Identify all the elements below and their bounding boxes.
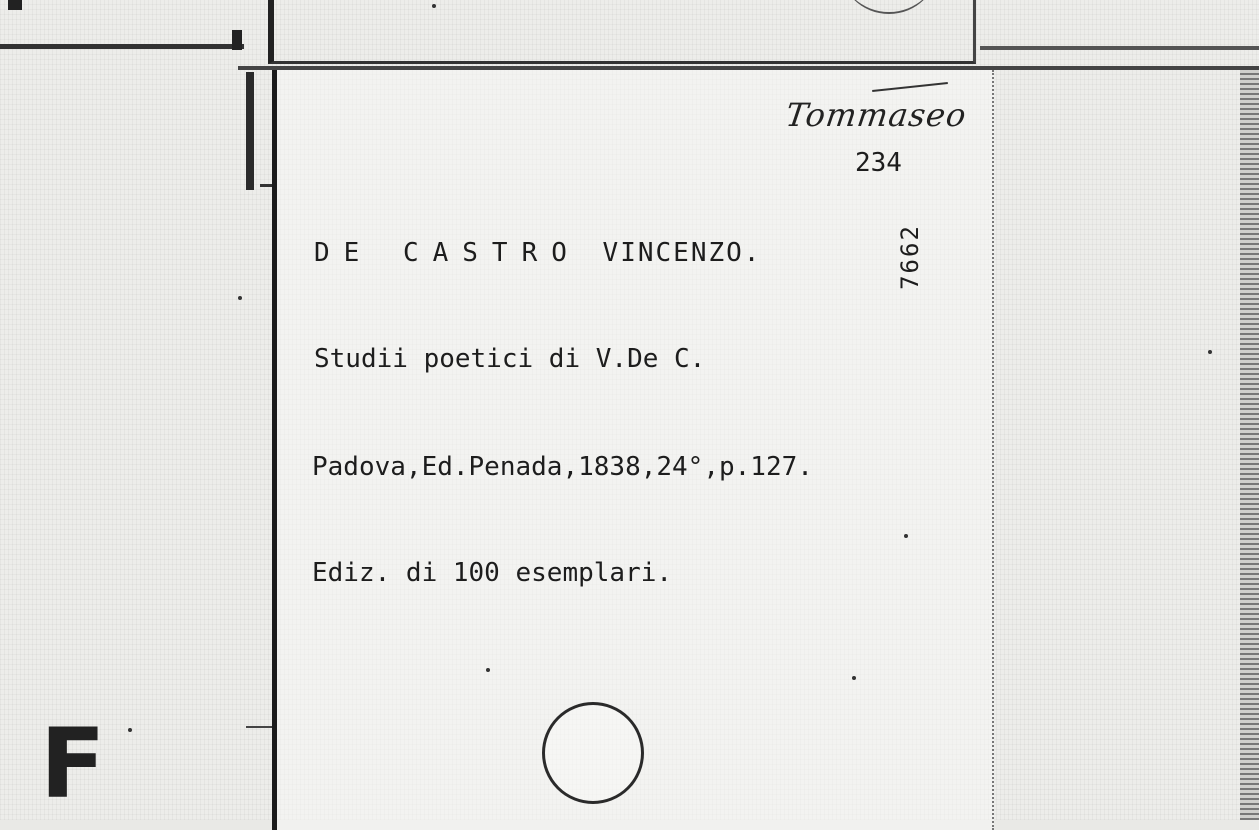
- scan-speck: [852, 676, 856, 680]
- adjacent-card-edge-left: [0, 44, 244, 49]
- author-given-name: VINCENZO.: [602, 238, 762, 268]
- previous-card-punch-hole-arc: [839, 0, 939, 14]
- previous-card-edge: [268, 0, 976, 64]
- book-title: Studii poetici di V.De C.: [314, 344, 706, 374]
- adjacent-card-edge-right: [980, 46, 1259, 50]
- card-number: 234: [855, 148, 902, 178]
- edition-note: Ediz. di 100 esemplari.: [312, 558, 673, 588]
- scan-speck: [432, 4, 436, 8]
- scan-speck: [486, 668, 490, 672]
- vertical-shelf-code: [880, 226, 940, 288]
- author-surname: DE CASTRO: [314, 238, 581, 268]
- scan-speck: [128, 728, 132, 732]
- scan-speck: [238, 296, 242, 300]
- scan-speck: [1208, 350, 1212, 354]
- book-imprint: Padova,Ed.Penada,1838,24°,p.127.: [312, 452, 813, 482]
- card-holder-bar: [246, 72, 254, 190]
- card-punch-hole: [542, 702, 644, 804]
- scan-mark: [8, 0, 22, 10]
- margin-letter: F: [40, 708, 106, 820]
- author-annotation-handwritten: Tommaseo: [783, 96, 970, 134]
- card-guide-tick: [246, 726, 272, 728]
- vertical-shelf-code-text: 7662: [896, 224, 925, 290]
- card-tab-mark: [232, 30, 242, 50]
- scanner-edge: [1240, 70, 1259, 820]
- author-heading: [314, 238, 761, 268]
- catalog-card: [272, 70, 994, 830]
- scan-speck: [904, 534, 908, 538]
